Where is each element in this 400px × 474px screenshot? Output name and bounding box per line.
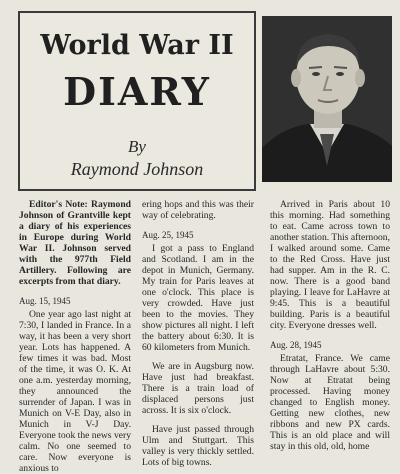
dateline-aug-25: Aug. 25, 1945 (142, 230, 194, 240)
diary-entry-aug-15: One year ago last night at 7:30, I landed in France. In a way, it has been a very short year. Lots has happened. A few times it was bad. Most of the time, it was O. K. At one a.m. yesterday morning, they announced the surrender of Japan. I was in Munich on V-E Day, also in Munich in V-J Day. Everyone took the news very calm. No one seemed to care. Now everyone is anxious to (19, 309, 131, 474)
headline-diary: DIARY (63, 69, 211, 114)
author-portrait-photo (262, 16, 392, 182)
diary-entry-augsburg: We are in Augsburg now. Have just had breakfast. There is a train load of displaced persons just across. It is six o'clock. (142, 361, 254, 416)
headline-world-war-ii: World War II (40, 30, 234, 61)
article-column-2 (142, 199, 254, 468)
article-column-3 (270, 199, 390, 452)
byline-author: Raymond Johnson (70, 159, 204, 179)
masthead-box (18, 11, 256, 191)
portrait-illustration (262, 16, 392, 182)
editors-note: Editor's Note: Raymond Johnson of Grantville kept a diary of his experiences in Europe during World War II. Johnson served with the 977th Field Artillery. Following are excerpts from that diary. (19, 199, 131, 287)
continued-paragraph: ering hops and this was their way of celebrating. (142, 199, 254, 221)
diary-entry-paris: Arrived in Paris about 10 this morning. Had something to eat. Came across town to another station. This afternoon, I walked around some. Came to the Red Cross. Have just had supper. Am in the R. C. now. There is a good band playing. I leave for LaHavre at 9:45. This is a beautiful building. Paris is a beautiful city. Everyone dresses well. (270, 199, 390, 331)
article-column-1 (19, 199, 131, 474)
diary-entry-etratat: Etratat, France. We came through LaHavre about 5:30. Now at Etratat being processed. Having money changed to English money. Getting new clothes, new ribbons and new PX cards. This is an old place and will stay in this old, old, home (270, 353, 390, 452)
dateline-aug-15: Aug. 15, 1945 (19, 296, 71, 306)
dateline-aug-28: Aug. 28, 1945 (270, 340, 322, 350)
byline-by: By (128, 137, 146, 156)
diary-entry-aug-25: I got a pass to England and Scotland. I am in the depot in Munich, Germany. My train for Paris leaves at one o'clock. This place is very crowded. Have just been to the movies. They show pictures all night. I left the battery about 6:30. It is 60 kilometers from Munich. (142, 243, 254, 353)
diary-entry-ulm: Have just passed through Ulm and Stuttgart. This valley is very thickly settled. Lots of big towns. (142, 424, 254, 468)
